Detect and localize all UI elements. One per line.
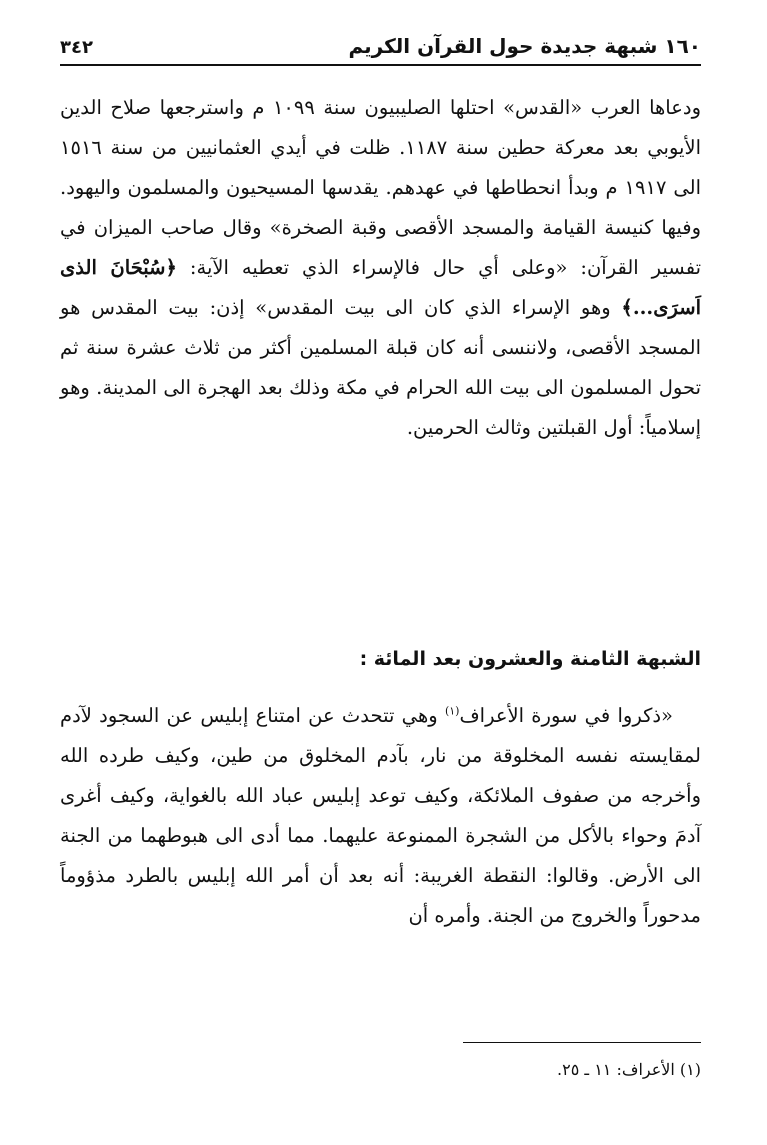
paragraph-2-part-b: وهي تتحدث عن امتناع إبليس عن السجود لآدم لمقايسته نفسه المخلوقة من نار، بآدم المخلوق من طين، وكيف طرده الله وأخرجه من صفوف الملائكة، وكيف توعد إبليس عباد الله بالغواية، وكيف أغرى آدمَ وحواء بالأكل من الشجرة الممنوعة عليهما. مما أدى الى هبوطهما من الجنة الى الأرض. وقالوا: النقطة الغريبة: أنه بعد أن أمر الله إبليس بالطرد مذؤوماً مدحوراً والخروج من الجنة. وأمره أن [60,704,701,927]
book-title: ١٦٠ شبهة جديدة حول القرآن الكريم [348,34,701,58]
paragraph-2-part-a: «ذكروا في سورة الأعراف [459,704,673,727]
quran-verse: ﴿سُبْحَانَ الذى اَسرَى...﴾ [60,256,701,319]
page-number: ٣٤٢ [60,37,93,58]
section-heading: الشبهة الثامنة والعشرون بعد المائة : [359,648,701,670]
running-header [60,30,701,66]
paragraph-1 [60,88,701,448]
paragraph-1-part-a: ودعاها العرب «القدس» احتلها الصليبيون سنة ١٠٩٩ م واسترجعها صلاح الدين الأيوبي بعد معركة حطين سنة ١١٨٧. ظلت في أيدي العثمانيين من سنة ١٥١٦ الى ١٩١٧ م وبدأ انحطاطها في عهدهم. يقدسها المسيحيون والمسلمون واليهود. وفيها كنيسة القيامة والمسجد الأقصى وقبة الصخرة» وقال صاحب الميزان في تفسير القرآن: «وعلى أي حال فالإسراء الذي تعطيه الآية: [60,96,701,279]
footnote-reference[interactable]: (١) [444,704,460,718]
footnote-divider [463,1042,701,1043]
footnote-text: (١) الأعراف: ١١ ـ ٢٥. [557,1060,701,1079]
second-text-block [60,696,701,936]
main-text-block [60,88,701,448]
paragraph-2 [60,696,701,936]
paragraph-1-part-b: وهو الإسراء الذي كان الى بيت المقدس» إذن: بيت المقدس هو المسجد الأقصى، ولاننسى أنه كان قبلة المسلمين أكثر من ثلاث عشرة سنة ثم تحول المسلمون الى بيت الله الحرام في مكة وذلك بعد الهجرة الى المدينة. وهو إسلامياً: أول القبلتين وثالث الحرمين. [60,296,701,439]
